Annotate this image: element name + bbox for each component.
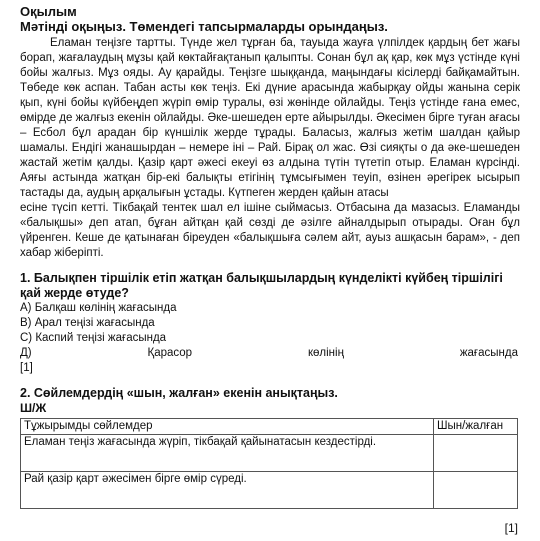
option-c[interactable]: С) Каспий теңізі жағасында <box>20 332 167 344</box>
question-1-mark: [1] <box>20 362 33 374</box>
footer-mark: [1] <box>504 521 518 535</box>
question-1: 1. Балықпен тіршілік етіп жатқан балықшылардың күнделікті күйбең тіршілігі қай жерде өтуде? <box>20 271 503 300</box>
column-header-true-false: Шын/жалған <box>434 419 518 435</box>
option-b[interactable]: В) Арал теңізі жағасында <box>20 317 155 329</box>
table-header-row <box>21 419 518 435</box>
option-d-word2: көлінің <box>307 347 344 359</box>
option-d-word1: Қарасор <box>147 347 193 359</box>
instruction-title: Мәтінді оқыңыз. Төмендегі тапсырмаларды орындаңыз. <box>20 19 388 34</box>
reading-paragraph-continued: есіне түсіп кетті. Тікбақай тентек шал ел ішіне сыймасыз. Отбасына да мазасыз. Еламанды «балықшы» деп атап, бұған айтқан қай сөзді де әзілге айналдырып отырады. Оған бұл үйренген. Кеше де қатынаған біреуден «балықшыға сәлем айт, ауыз ашқасын барам», - деп хабар жіберіпті. <box>20 202 520 259</box>
answer-cell[interactable] <box>434 472 518 509</box>
table-row <box>21 435 518 472</box>
statement-cell: Еламан теңіз жағасында жүріп, тікбақай қайынатасын кездестірді. <box>21 435 434 472</box>
question-2: 2. Сөйлемдердің «шын, жалған» екенін анықтаңыз. <box>20 386 338 400</box>
reading-paragraph: Еламан теңізге тартты. Түнде жел тұрған ба, тауыда жауға үлпілдек қардың бет жағы борап, жағалаудың мұзы қай көктайғақтанып қалыпты. Сонан бұл ақ қар, көк мұз үстінде күні бойы жалғыз. Мұз ояды. Ау қарайды. Теңізге шыққанда, маңындағы кісілерді байқамайтын. Төбеде көк аспан. Табан асты көк теңіз. Екі дүние арасында жабырқау ойды жанына серік қып, күні бойы күйбеңдеп жүріп өмір туралы, өзі жөнінде ойлайды. Теңіз үстінде ғана емес, өмірде де жалғыз екенін ойлайды. Әке-шешеден ерте айырылды. Әкесімен бірге туған ағасы – Есбол бұл арадан бір күншілік жерде тұрады. Баласыз, жалғыз жетім шалдан қайыр шамалы. Ендігі жанашырдан – немере іні – Рай. Бірақ ол жас. Өзі сияқты о да әке-шешеден жастай жетім қалды. Қазір қарт әжесі екеуі өз алдына түтін түтетіп отыр. Еламан күрсінді. Аяғы астында жатқан бір-екі балықты етігінің тұмсығымен теуіп, өзінен әрегірек ысырып тастады да, аудың арқалығын ұстады. Күтпеген жерден қайын атасы <box>20 37 520 199</box>
option-d-letter: Д) <box>20 347 32 359</box>
section-title: Оқылым <box>20 4 77 19</box>
table-row <box>21 472 518 509</box>
option-a[interactable]: А) Балқаш көлінің жағасында <box>20 302 177 314</box>
answer-cell[interactable] <box>434 435 518 472</box>
true-false-table <box>20 418 518 509</box>
column-header-statements: Тұжырымды сөйлемдер <box>21 419 434 435</box>
option-d[interactable] <box>20 346 520 361</box>
question-2-sub: Ш/Ж <box>20 401 47 415</box>
option-d-word3: жағасында <box>459 347 518 359</box>
statement-cell: Рай қазір қарт әжесімен бірге өмір сүреді. <box>21 472 434 509</box>
